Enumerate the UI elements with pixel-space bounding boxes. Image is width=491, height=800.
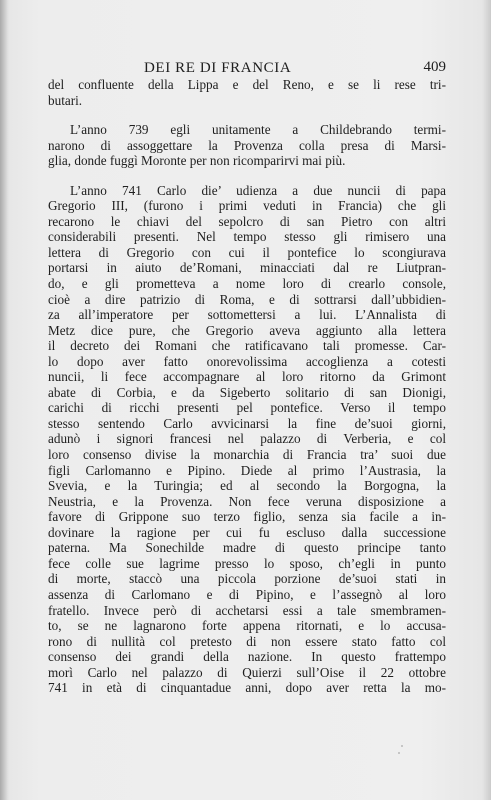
text-line: to, se ne lagnarono forte appena ritornati, e lo accusa- <box>48 618 446 634</box>
text-line: recarono le chiavi del sepolcro di san Pietro con altri <box>48 213 446 229</box>
body-text <box>48 77 446 696</box>
running-title: DEI RE DI FRANCIA <box>144 60 292 76</box>
text-line: figli Carlomanno e Pipino. Diede al primo l’Austrasia, la <box>48 462 446 478</box>
text-line: Gregorio III, (furono i primi veduti in Francia) che gli <box>48 198 446 214</box>
text-line: paterna. Ma Sonechilde madre di questo principe tanto <box>48 540 446 556</box>
paper-speck <box>398 752 400 754</box>
paper-speck <box>401 745 403 747</box>
text-line: L’anno 741 Carlo die’ udienza a due nuncii di papa <box>70 182 446 198</box>
text-line: considerabili presenti. Nel tempo stesso gli rimisero una <box>48 229 446 245</box>
page-number: 409 <box>423 59 446 75</box>
text-line: fece colle sue lagrime presso lo sposo, ch’egli in punto <box>48 555 446 571</box>
text-line: fratello. Invece però di acchetarsi essi a tale smembramen- <box>48 602 446 618</box>
text-line: 741 in età di cinquantadue anni, dopo aver retta la mo- <box>48 680 446 696</box>
text-line: Metz dice pure, che Gregorio aveva aggiunto alla lettera <box>48 322 446 338</box>
text-line: lettera di Gregorio con cui il pontefice lo scongiurava <box>48 244 446 260</box>
text-line: del confluente della Lippa e del Reno, e se li rese tri- <box>48 77 446 92</box>
text-line: loro consenso divise la monarchia di Francia tra’ suoi due <box>48 447 446 463</box>
text-line: L’anno 739 egli unitamente a Childebrando termi- <box>70 122 446 138</box>
text-line: za all’imperatore per sottomettersi a lui. L’Annalista di <box>48 307 446 323</box>
text-line: do, e gli prometteva a nome loro di crearlo console, <box>48 276 446 292</box>
text-line: di morte, staccò una piccola porzione de’suoi stati in <box>48 571 446 587</box>
text-line: nuncii, li fece accompagnare al loro ritorno da Grimont <box>48 369 446 385</box>
text-line: portarsi in aiuto de’Romani, minacciati dal re Liutpran- <box>48 260 446 276</box>
text-line: Svevia, e la Turingia; ed al secondo la Borgogna, la <box>48 478 446 494</box>
text-line: consenso dei grandi della nazione. In questo frattempo <box>48 649 446 665</box>
text-line: adunò i signori francesi nel palazzo di Verberia, e col <box>48 431 446 447</box>
text-line: Neustria, e la Provenza. Non fece veruna disposizione a <box>48 493 446 509</box>
paragraph-year-741 <box>48 183 446 696</box>
text-line: lo dopo aver fatto onorevolissima accoglienza a cotesti <box>48 353 446 369</box>
paragraph-year-739 <box>48 122 446 169</box>
text-line: glia, donde fuggì Moronte per non ricomparirvi mai più. <box>48 153 346 169</box>
text-line: narono di assoggettare la Provenza colla presa di Marsi- <box>48 137 446 153</box>
text-line: rono di nullità col pretesto di non essere stato fatto col <box>48 633 446 649</box>
text-line: stesso sentendo Carlo avvicinarsi la fine de’suoi giorni, <box>48 415 446 431</box>
text-line: abate di Corbia, e da Sigeberto solitario di san Dionigi, <box>48 384 446 400</box>
text-line: favore di Grippone suo terzo figlio, senza sia facile a in- <box>48 509 446 525</box>
text-line: cioè a dire patrizio di Roma, e di sottrarsi dall’ubbidien- <box>48 291 446 307</box>
text-line: assenza di Carlomano e di Pipino, e l’assegnò al loro <box>48 586 446 602</box>
text-line: carichi di ricchi presenti pel pontefice. Verso il tempo <box>48 400 446 416</box>
paragraph-continued <box>48 77 446 108</box>
text-line: butari. <box>48 92 83 108</box>
text-line: dovinare la ragione per cui fu escluso dalla successione <box>48 524 446 540</box>
text-line: il decreto dei Romani che ratificavano tali promesse. Car- <box>48 338 446 354</box>
text-line: morì Carlo nel palazzo di Quierzi sull’Oise il 22 ottobre <box>48 664 446 680</box>
